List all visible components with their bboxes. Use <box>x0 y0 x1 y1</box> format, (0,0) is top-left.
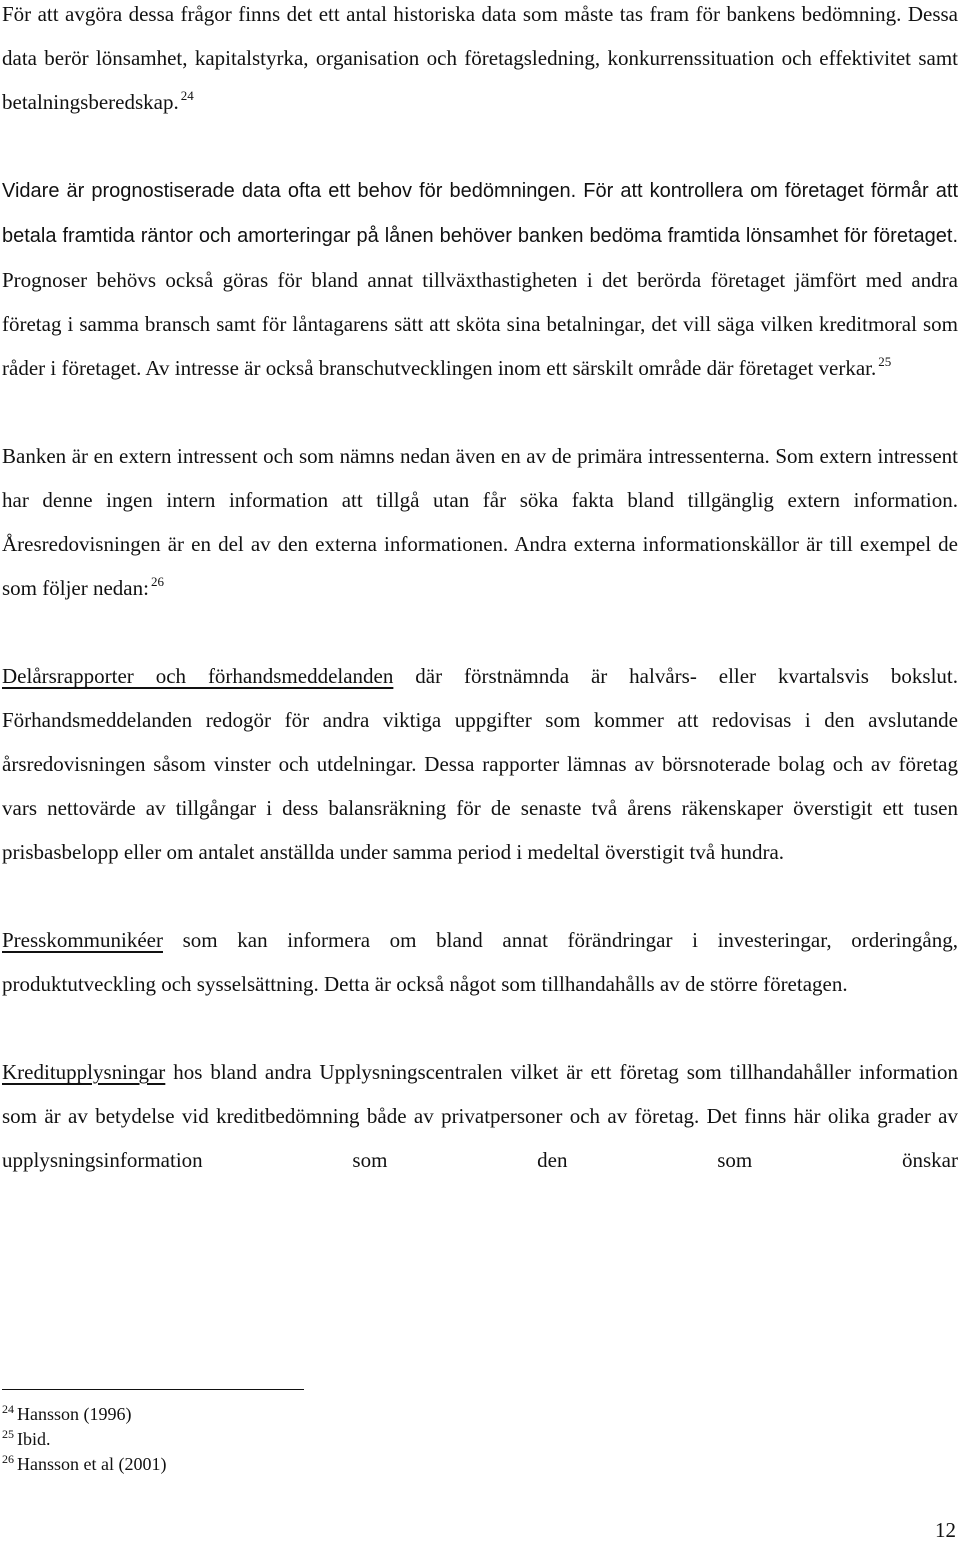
footnote-number: 26 <box>2 1452 14 1466</box>
paragraph-interim-reports <box>2 654 958 874</box>
paragraph-text: Banken är en extern intressent och som nämns nedan även en av de primära intressenterna. Som extern intressent har denne ingen intern information att tillgå utan får söka fakta bland tillgänglig extern information. Åresredovisningen är en del av den externa informationen. Andra externa informationskällor är till exempel de som följer nedan: <box>2 444 958 600</box>
footnote-text: Hansson (1996) <box>17 1404 132 1424</box>
footnotes <box>2 1402 166 1477</box>
paragraph-external-stakeholder <box>2 434 958 610</box>
footnote-text: Hansson et al (2001) <box>17 1454 167 1474</box>
paragraph-gap <box>2 390 958 434</box>
paragraph-historical-data <box>2 0 958 124</box>
footnote-ref[interactable]: 25 <box>878 354 892 369</box>
footnote-number: 24 <box>2 1402 14 1416</box>
paragraph-text: där förstnämnda är halvårs- eller kvartalsvis bokslut. Förhandsmeddelanden redogör för andra viktiga uppgifter som kommer att redovisas i den avslutande årsredovisningen såsom vinster och utdelningar. Dessa rapporter lämnas av börsnoterade bolag och av företag vars nettovärde av tillgångar i dess balansräkning för de senaste två årens räkenskaper överstigit ett tusen prisbasbelopp eller om antalet anställda under samma period i medeltal överstigit två hundra. <box>2 664 958 864</box>
section-heading-press-releases: Presskommunikéer <box>2 928 163 952</box>
paragraph-gap <box>2 610 958 654</box>
footnote <box>2 1427 166 1452</box>
paragraph-text-sans: Vidare är prognostiserade data ofta ett behov för bedömningen. För att kontrollera om företaget förmår att betala framtida räntor och amorteringar på lånen behöver banken bedöma framtida lönsamhet för företaget. <box>2 180 958 247</box>
page-number: 12 <box>935 1518 956 1542</box>
footnote <box>2 1452 166 1477</box>
paragraph-text: hos bland andra Upplysningscentralen vilket är ett företag som tillhandahåller information som är av betydelse vid kreditbedömning både av privatpersoner och av företag. Det finns här olika grader av upplysningsinformation som den som önskar <box>2 1060 958 1172</box>
section-heading-interim-reports: Delårsrapporter och förhandsmeddelanden <box>2 664 394 688</box>
footnote-ref[interactable]: 26 <box>150 574 164 589</box>
paragraph-prognoses <box>2 168 958 390</box>
footnote <box>2 1402 166 1427</box>
document-body <box>2 0 958 1182</box>
footnote-ref[interactable]: 24 <box>180 88 194 103</box>
paragraph-credit-reports <box>2 1050 958 1182</box>
section-heading-credit-reports: Kreditupplysningar <box>2 1060 166 1084</box>
paragraph-press-releases <box>2 918 958 1006</box>
paragraph-gap <box>2 1006 958 1050</box>
footnote-separator <box>2 1389 304 1390</box>
paragraph-text: För att avgöra dessa frågor finns det ett antal historiska data som måste tas fram för bankens bedömning. Dessa data berör lönsamhet, kapitalstyrka, organisation och företagsledning, konkurrenssituation och effektivitet samt betalningsberedskap. <box>2 2 958 114</box>
paragraph-text: som kan informera om bland annat förändringar i investeringar, orderingång, produktutveckling och sysselsättning. Detta är också något som tillhandahålls av de större företagen. <box>2 928 958 996</box>
footnote-number: 25 <box>2 1427 14 1441</box>
paragraph-gap <box>2 124 958 168</box>
footnote-text: Ibid. <box>17 1429 51 1449</box>
paragraph-text: Prognoser behövs också göras för bland annat tillväxthastigheten i det berörda företaget jämfört med andra företag i samma bransch samt för låntagarens sätt att sköta sina betalningar, det vill säga vilken kreditmoral som råder i företaget. Av intresse är också branschutvecklingen inom ett särskilt område där företaget verkar. <box>2 268 958 380</box>
paragraph-gap <box>2 874 958 918</box>
